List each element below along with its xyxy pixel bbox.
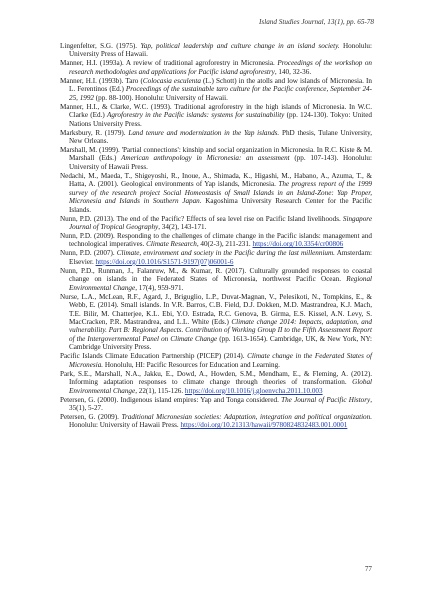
reference-entry [60,103,372,128]
reference-italic-text: Climate change in the Federated States of Micronesia. [69,352,372,369]
reference-text: Lingenfelter, S.G. (1975). [60,42,141,50]
reference-text: Pacific Islands Climate Education Partnership (PICEP) (2014). [60,352,248,361]
reference-text: Amsterdam: Elsevier. [69,249,372,266]
reference-entry [60,352,372,369]
reference-text: Honolulu: University of Hawaii Press. [69,421,181,430]
reference-entry [60,215,372,232]
reference-italic-text: Climate Research [146,240,197,249]
reference-italic-text: Land tenure and modernization in the Yap islands. [128,128,280,137]
reference-entry [60,59,372,76]
reference-entry [60,267,372,292]
reference-text: Honolulu, HI: Pacific Resources for Education and Learning. [103,360,280,369]
reference-entry [60,232,372,249]
reference-text: , 22(1), 115-126. [135,386,185,395]
reference-italic-text: The progress report of the 1999 survey of the research project Social Homeostasis of Small Islands in an Island-Zone: Yap Proper, Micronesia and Islands in Southern Japan. [69,180,373,206]
reference-text: Marshall, M. (1999). 'Partial connections': kinship and social organization in Micronesia. In R.C. Kiste & M. Marshall (Eds.) [60,145,372,163]
reference-text: Nunn, P.D. (2013). The end of the Pacific? Effects of sea level rise on Pacific Island livelihoods. [60,214,343,223]
reference-text: Kagoshima University Research Center for the Pacific Islands. [69,197,372,214]
reference-entry [60,172,372,214]
reference-text: PhD thesis, Tulane University, New Orleans. [69,128,372,145]
reference-text: , 40(2-3), 211-231. [196,240,253,249]
doi-link[interactable]: https://doi.org/10.1016/j.gloenvcha.2011.10.003 [184,386,323,395]
reference-italic-text: Regional Environmental Change [69,275,372,292]
reference-text: (pp. 124-130). Tokyo: United Nations University Press. [69,111,373,128]
reference-italic-text: Global Environmental Change [69,378,372,395]
reference-italic-text: American anthropology in Micronesia: an assessment [121,154,290,163]
reference-entry [60,370,372,395]
reference-text: Nunn, P.D., Runman, J., Falanruw, M., & Kumar, R. (2017). Culturally grounded responses to coastal change on islands in the Federated States of Micronesia, northwest Pacific Ocean. [60,266,372,284]
reference-italic-text: Climate change 2014: Impacts, adaptation, and vulnerability. Part B: Regional Aspects. Contribution of Working Group II to the Fifth Assessment Report of the Intergovernmental Panel on Climate Change [69,318,372,343]
reference-italic-text: Climate, environment and society in the Pacific during the last millennium. [116,249,335,258]
reference-text: Manner, H.I. (1993b). Taro ( [60,76,143,85]
reference-entry [60,42,372,59]
reference-text: , 35(1), 5-27. [69,395,373,413]
reference-list [60,42,372,430]
reference-entry [60,293,372,352]
reference-text: Nunn, P.D. (2009). Responding to the challenges of climate change in the Pacific islands: management and technological imperatives. [60,231,372,249]
reference-text: Manner, H.I., & Clarke, W.C. (1993). Traditional agroforestry in the high islands of Micronesia. In W.C. Clarke (Ed.) [60,102,372,120]
reference-italic-text: Proceedings of the workshop on research methodologies and applications for Pacific island agroforestry [69,59,372,76]
doi-link[interactable]: https://doi.org/10.1016/S1571-9197(07)06001-6 [95,257,234,266]
reference-entry [60,396,372,413]
reference-text: (pp. 88-100). Honolulu: University of Hawaii. [94,93,228,102]
reference-text: , 140, 32-36. [274,67,312,76]
reference-entry [60,146,372,171]
reference-text: (pp. 1613-1654). Cambridge, UK, & New York, NY: Cambridge University Press. [69,334,372,352]
reference-text: Honolulu: University Press of Hawaii. [69,42,372,59]
doi-link[interactable]: https://doi.org/10.3354/cr00806 [252,240,344,249]
reference-entry [60,413,372,430]
reference-text: Petersen, G. (2009). [60,412,122,421]
reference-text: Petersen, G. (2000). Indigenous island empires: Yap and Tonga considered. [60,395,282,404]
reference-text: Marksbury, R. (1979). [60,128,129,137]
reference-entry [60,129,372,146]
reference-italic-text: The Journal of Pacific History [281,395,371,404]
reference-text: Manner, H.I. (1993a). A review of traditional agroforestry in Micronesia. [60,59,278,68]
reference-italic-text: Colocasia esculenta [142,76,201,85]
reference-text: Nurse, L.A., McLean, R.F., Agard, J., Briguglio, L.P., Duvat-Magnan, V., Pelesikoti, N., Tompkins, E., & Webb, E. (2014). Small islands. In V.R. Barros, C.B. Field, D.J. Dokken, M.D. Mastrandrea, K.J. Mach, T.E. Bilir, M. Chatterjee, K.L. Ebi, Y.O. Estrada, R.C. Genova, B. Girma, E.S. Kissel, A.N. Levy, S. MacCracken, P.R. Mastrandrea, and L.L. White (Eds.) [60,292,372,326]
reference-italic-text: Agroforestry in the Pacific islands: systems for sustainability [106,111,285,120]
reference-text: , 34(2), 143-171. [158,223,207,232]
reference-italic-text: Traditional Micronesian societies: Adaptation, integration and political organization. [121,412,372,421]
reference-text: Park, S.E., Marshall, N.A., Jakku, E., Dowd, A., Howden, S.M., Mendham, E., & Fleming, A. (2012). Informing adaptation responses to climate change through theories of transformation. [60,369,372,387]
reference-text: (pp. 107-143). Honolulu: University of Hawaii Press. [69,154,372,171]
reference-italic-text: Singapore Journal of Tropical Geography [69,214,372,232]
reference-text: (L.) Schott) in the atolls and low islands of Micronesia. In L. Ferentinos (Ed.) [69,76,372,94]
reference-text: Nunn, P.D. (2007). [60,249,117,258]
running-header: Island Studies Journal, 13(1), pp. 65-78 [259,18,374,26]
reference-italic-text: Proceedings of the sustainable taro culture for the Pacific conference, September 24-25, 1992 [69,85,373,102]
page-number: 77 [364,565,372,573]
reference-italic-text: Yap, political leadership and culture change in an island society. [140,42,340,50]
doi-link[interactable]: https://doi.org/10.21313/hawaii/9780824832483.001.0001 [180,421,348,430]
reference-entry [60,77,372,102]
reference-entry [60,249,372,266]
reference-text: , 17(4), 959-971. [135,283,184,292]
reference-text: Nedachi, M., Maeda, T., Shigeyoshi, R., Inoue, A., Shimada, K., Higashi, M., Habano, A., Azuma, T., & Hatta, A. (2001). Geological environments of Yap islands, Micronesia. [60,171,372,189]
